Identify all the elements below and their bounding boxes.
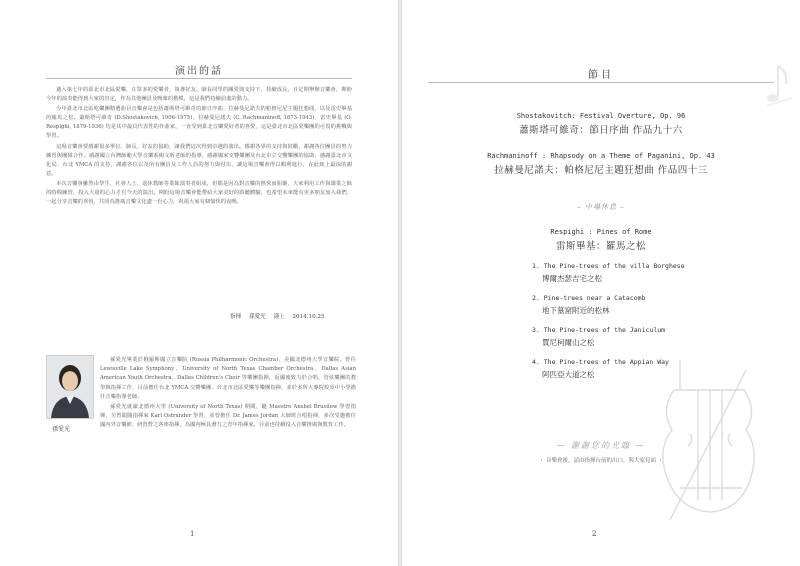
- page-number: 2: [592, 530, 597, 538]
- message-paragraph: 邁入第七年的臺北市北區愛樂，在眾多的愛樂者、領導好友、師長同學的關愛與支持下，持續成長，且定期舉辦音樂會，期盼今年的演奏能得到大家的肯定，作為其他團員及晚輩的楷模，這是我們持續前進的動力。: [46, 87, 352, 103]
- conductor-name: 孫愛光: [52, 426, 71, 433]
- thanks-message: — 謝謝您的光臨 —: [556, 441, 646, 450]
- piece-title-en: Respighi : Pines of Rome: [550, 228, 652, 236]
- conductor-message: [46, 86, 352, 208]
- bio-paragraph: 孫愛光就讀北德州大學 (University of North Texas) 期間，隨 Maestro Anshel Brusilow 學習指揮，另曾跟隨指揮家 Karl Ostrander 學習，並曾擔任 Dr. James Jordan 大師班合唱指揮，多次受邀擔任國內外音樂節、研習營之客座指揮，為國內極具潛力之青年指揮家，目前也持續投入音樂推廣與教育工作。: [100, 404, 356, 429]
- title-divider: [46, 78, 352, 79]
- piece-title-zh: 拉赫曼尼諾夫：帕格尼尼主題狂想曲 作品四十三: [494, 165, 708, 176]
- message-paragraph: 本次音樂會雖然由學生、社會人士、退休教師等業餘演奏者組成，但都是因為對音樂的熱愛而相聚，大家利用工作與課業之餘的時間練習，投入大量的心力才有今天的演出。期盼這場音樂會能帶給大家美好的聆聽體驗，也希望未來能有更多朋友加入我們，一起分享音樂的喜悅，共同為推廣音樂文化盡一份心力，祝福大家有個愉快的夜晚。: [46, 180, 352, 206]
- page-number: 1: [190, 530, 195, 538]
- message-paragraph: 這場音樂會要感謝很多單位、師長、好友的協助，讓我們這次得到卓越的演出。感謝各界的支持與鼓勵，謝謝各位團員的努力練習與團隊合作。感謝國立台灣師範大學音樂系楊文昕老師的指導，感謝國家交響樂團及台北市立交響樂團的協助，感謝臺北市文化局、台北 YMCA 的支持，謝謝各位以及所有團員及工作人員的努力與付出，讓這場音樂會得以順利進行，在此致上最深的謝意。: [46, 143, 352, 177]
- bio-paragraph: 孫愛光畢業於俄羅斯國立音樂院 (Russia Philharmonic Orchestra)、美國北德州大學音樂院，曾任 Lewisville Lake Symphony、University of North Texas Chamber Orchestra、Dallas Asian American Youth Orchestra、Dallas Children's Choir 等樂團指揮，返國後致力於合唱、管弦樂團的教學與指揮工作，目前擔任台北 YMCA 交響樂團、台北市北區愛樂等樂團指揮，並於多所大專院校及中小學擔任音樂指導老師。: [100, 357, 356, 400]
- left-page: [0, 0, 398, 566]
- movement-title-zh: 地下墓窟附近的松林: [542, 306, 610, 315]
- movement-title-zh: 博爾杰瑟吉宅之松: [542, 274, 602, 283]
- program-item: [402, 228, 800, 252]
- piece-title-en: Shostakovitch: Festival Overture, Op. 96: [516, 112, 686, 120]
- program-title: 節目: [588, 70, 614, 81]
- movement-item: [532, 326, 665, 348]
- piece-title-en: Rachmaninoff : Rhapsody on a Theme of Paganini, Op. 43: [487, 152, 715, 160]
- piece-title-zh: 雷斯畢基：羅馬之松: [555, 241, 646, 252]
- movement-title-en: 3. The Pine-trees of the Janiculum: [532, 326, 666, 334]
- movement-title-en: 2. Pine-trees near a Catacomb: [532, 294, 646, 302]
- movement-item: [532, 262, 685, 284]
- title-divider: [428, 82, 774, 83]
- movement-title-en: 1. The Pine-trees of the villa Borghese: [532, 262, 685, 270]
- movement-item: [532, 294, 646, 316]
- piece-title-zh: 蕭斯塔可維奇：節日序曲 作品九十六: [519, 125, 683, 136]
- movement-item: [532, 358, 669, 380]
- message-paragraph: 今年臺北市北區吃樂團精選曲目音樂會是包括蕭斯塔可維奇的節日序曲、拉赫曼尼諾夫的帕格尼尼主題狂想曲，以及雷史畢基的羅馬之松。蕭斯塔可維奇 (D.Shostakovich, 1906-1975)、拉赫曼尼諾夫 (C. Rachmaninoff, 1873-1943)、雷史畢基 (O. Respighi, 1879-1936) 均是其中最具代表性的作曲家，一直受到臺北音樂愛好者的喜愛，這是臺北市北區愛樂團的可畏的挑戰與學習。: [46, 106, 352, 140]
- intermission-label: – 中場休息 –: [577, 203, 625, 211]
- conductor-portrait: [46, 355, 94, 419]
- program-item: [402, 152, 800, 176]
- movement-title-zh: 賈尼柯爾山之松: [542, 338, 595, 347]
- movement-title-en: 4. The Pine-trees of the Appian Way: [532, 358, 669, 366]
- audience-note: ・ 音樂會後，請由指揮台前的出口，與大家見面 ・: [538, 458, 664, 464]
- program-item: [402, 112, 800, 136]
- signature-line: 指揮 孫愛光 謹上 2014.10.25: [230, 314, 325, 320]
- right-page: [402, 0, 800, 566]
- movement-title-zh: 阿匹亞大道之松: [542, 370, 595, 379]
- conductor-bio: [100, 356, 356, 432]
- left-page-title: 演出的話: [175, 66, 223, 77]
